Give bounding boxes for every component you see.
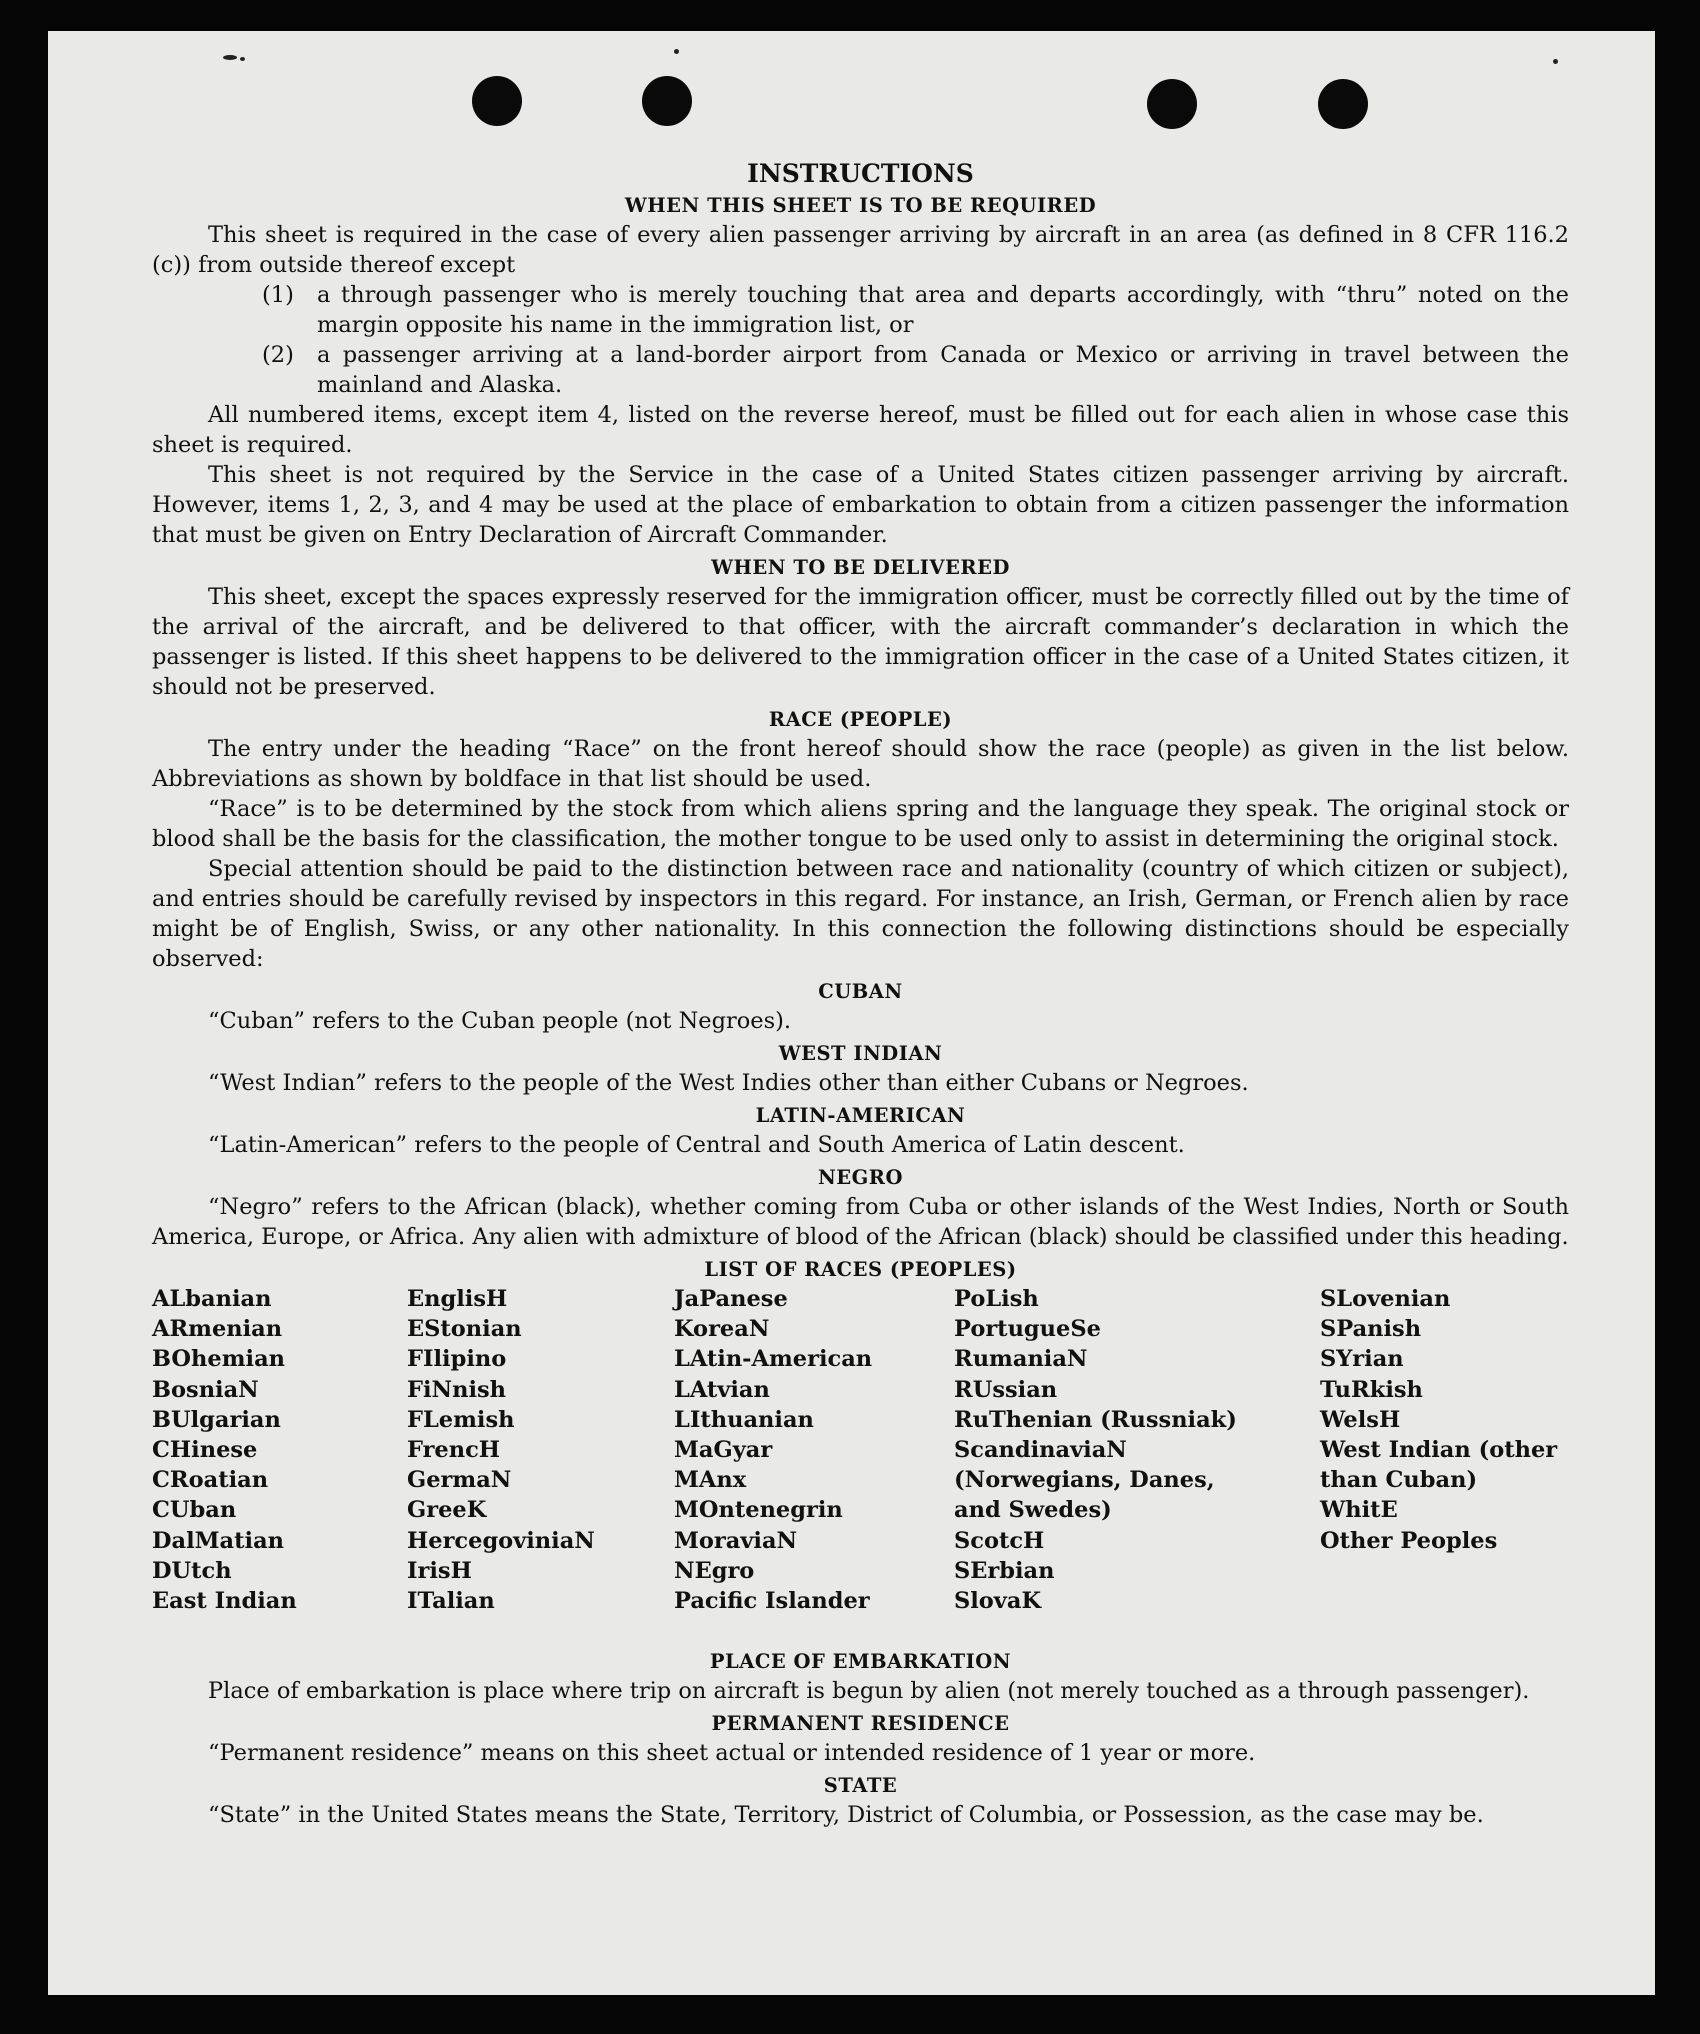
paragraph: “Negro” refers to the African (black), whether coming from Cuba or other islands of the West Indies, North or South America, Europe, or Africa. Any alien with admixture of blood of the African (black) should be classified under this heading. (152, 1194, 1569, 1250)
race-entry: NEgro (674, 1557, 755, 1584)
race-entry: EStonian (407, 1316, 522, 1343)
page-title: INSTRUCTIONS (747, 159, 974, 188)
race-entry: FIlipino (407, 1346, 507, 1373)
races-column-4 (954, 1284, 1244, 1616)
race-entry: CUban (152, 1497, 237, 1524)
race-entry: DalMatian (152, 1527, 285, 1554)
race-entry: RumaniaN (954, 1346, 1088, 1373)
paragraph: “Race” is to be determined by the stock from which aliens spring and the language they speak. The original stock or blood shall be the basis for the classification, the mother tongue to be used only to assist in determining the original stock. (152, 796, 1569, 852)
race-entry: MaGyar (674, 1437, 773, 1464)
race-entry: LAtin-American (674, 1346, 873, 1373)
race-entry: SLovenian (1320, 1286, 1451, 1312)
race-entry: MAnx (674, 1467, 747, 1494)
race-entry: WelsH (1320, 1406, 1401, 1433)
race-entry: SYrian (1320, 1346, 1404, 1373)
heading-cuban: CUBAN (818, 980, 903, 1003)
race-entry: ITalian (407, 1588, 495, 1615)
race-entry: ALbanian (152, 1286, 272, 1312)
race-entry: BosniaN (152, 1376, 259, 1403)
punch-hole (1318, 79, 1368, 129)
heading-latin-american: LATIN-AMERICAN (755, 1104, 966, 1127)
item-number: (2) (262, 342, 294, 368)
race-entry: MOntenegrin (674, 1497, 843, 1524)
race-entry: RuThenian (Russniak) (954, 1406, 1237, 1433)
speck (223, 55, 237, 60)
race-entry: West Indian (other than Cuban) (1320, 1437, 1558, 1494)
punch-hole (642, 76, 692, 126)
race-entry: ScotcH (954, 1527, 1045, 1554)
paragraph: “Cuban” refers to the Cuban people (not Negroes). (208, 1008, 792, 1034)
race-entry: Other Peoples (1320, 1527, 1498, 1554)
punch-hole (472, 76, 522, 126)
race-entry: PortugueSe (954, 1316, 1101, 1343)
heading-west-indian: WEST INDIAN (778, 1042, 943, 1065)
item-text: a through passenger who is merely touching that area and departs accordingly, with “thru” noted on the margin opposite his name in the immigration list, or (317, 282, 1569, 338)
race-entry: PoLish (954, 1286, 1039, 1312)
heading-list-of-races: LIST OF RACES (PEOPLES) (704, 1258, 1017, 1281)
race-entry: GermaN (407, 1467, 512, 1494)
paragraph: “Latin-American” refers to the people of Central and South America of Latin descent. (208, 1132, 1185, 1158)
heading-race: RACE (PEOPLE) (768, 708, 953, 731)
speck (1553, 59, 1558, 64)
race-entry: CHinese (152, 1437, 258, 1464)
race-entry: SlovaK (954, 1588, 1042, 1615)
speck (674, 49, 679, 54)
race-entry: SPanish (1320, 1316, 1422, 1343)
paragraph: This sheet is required in the case of every alien passenger arriving by aircraft in an area (as defined in 8 CFR 116.2 (c)) from outside thereof except (152, 222, 1569, 278)
paragraph: “Permanent residence” means on this sheet actual or intended residence of 1 year or more. (208, 1740, 1256, 1766)
race-entry: BUlgarian (152, 1406, 281, 1433)
race-entry: LIthuanian (674, 1406, 814, 1433)
races-column-5 (1320, 1284, 1580, 1556)
races-list (152, 1284, 1569, 1644)
races-column-3 (674, 1284, 872, 1616)
race-entry: EnglisH (407, 1286, 508, 1312)
paragraph: “West Indian” refers to the people of the West Indies other than either Cubans or Negroes. (208, 1070, 1249, 1096)
race-entry: Pacific Islander (674, 1588, 870, 1615)
speck (240, 57, 245, 61)
race-entry: ScandinaviaN (Norwegians, Danes, and Swedes) (954, 1437, 1215, 1524)
paragraph: This sheet, except the spaces expressly reserved for the immigration officer, must be correctly filled out by the time of the arrival of the aircraft, and be delivered to that officer, with the aircraft commander’s declaration in which the passenger is listed. If this sheet happens to be delivered to the immigration officer in the case of a United States citizen, it should not be preserved. (152, 584, 1569, 700)
race-entry: HercegoviniaN (407, 1527, 595, 1554)
race-entry: BOhemian (152, 1346, 286, 1373)
race-entry: GreeK (407, 1497, 487, 1524)
race-entry: FLemish (407, 1406, 515, 1433)
heading-negro: NEGRO (817, 1166, 904, 1189)
race-entry: DUtch (152, 1557, 232, 1584)
race-entry: IrisH (407, 1557, 472, 1584)
paragraph: This sheet is not required by the Service in the case of a United States citizen passenger arriving by aircraft. However, items 1, 2, 3, and 4 may be used at the place of embarkation to obtain from a citizen passenger the information that must be given on Entry Declaration of Aircraft Commander. (152, 462, 1569, 548)
race-entry: SErbian (954, 1557, 1055, 1584)
race-entry: KoreaN (674, 1316, 770, 1343)
paragraph: All numbered items, except item 4, listed on the reverse hereof, must be filled out for each alien in whose case this sheet is required. (152, 402, 1569, 458)
item-text: a passenger arriving at a land-border airport from Canada or Mexico or arriving in travel between the mainland and Alaska. (317, 342, 1569, 398)
race-entry: WhitE (1320, 1497, 1398, 1524)
punch-hole (1147, 79, 1197, 129)
paragraph: Special attention should be paid to the distinction between race and nationality (country of which citizen or subject), and entries should be carefully revised by inspectors in this regard. For instance, an Irish, German, or French alien by race might be of English, Swiss, or any other nationality. In this connection the following distinctions should be especially observed: (152, 856, 1569, 972)
race-entry: East Indian (152, 1588, 297, 1615)
race-entry: FiNnish (407, 1376, 507, 1403)
paragraph: Place of embarkation is place where trip on aircraft is begun by alien (not merely touched as a through passenger). (208, 1678, 1530, 1704)
races-column-2 (407, 1284, 595, 1616)
race-entry: TuRkish (1320, 1376, 1423, 1403)
document-page (48, 31, 1655, 1995)
race-entry: CRoatian (152, 1467, 269, 1494)
heading-permanent-residence: PERMANENT RESIDENCE (711, 1712, 1010, 1735)
item-number: (1) (262, 282, 294, 308)
race-entry: ARmenian (152, 1316, 283, 1343)
numbered-item (262, 280, 1569, 340)
races-column-1 (152, 1284, 297, 1616)
numbered-item (262, 340, 1569, 400)
race-entry: LAtvian (674, 1376, 770, 1403)
heading-state: STATE (823, 1774, 898, 1797)
race-entry: RUssian (954, 1376, 1058, 1403)
heading-required: WHEN THIS SHEET IS TO BE REQUIRED (624, 194, 1097, 217)
heading-delivered: WHEN TO BE DELIVERED (711, 556, 1010, 579)
paragraph: The entry under the heading “Race” on the front hereof should show the race (people) as given in the list below. Abbreviations as shown by boldface in that list should be used. (152, 736, 1569, 792)
race-entry: MoraviaN (674, 1527, 798, 1554)
race-entry: JaPanese (674, 1286, 788, 1312)
paragraph: “State” in the United States means the State, Territory, District of Columbia, or Possession, as the case may be. (208, 1802, 1484, 1828)
heading-embarkation: PLACE OF EMBARKATION (709, 1650, 1012, 1673)
race-entry: FrencH (407, 1437, 501, 1464)
